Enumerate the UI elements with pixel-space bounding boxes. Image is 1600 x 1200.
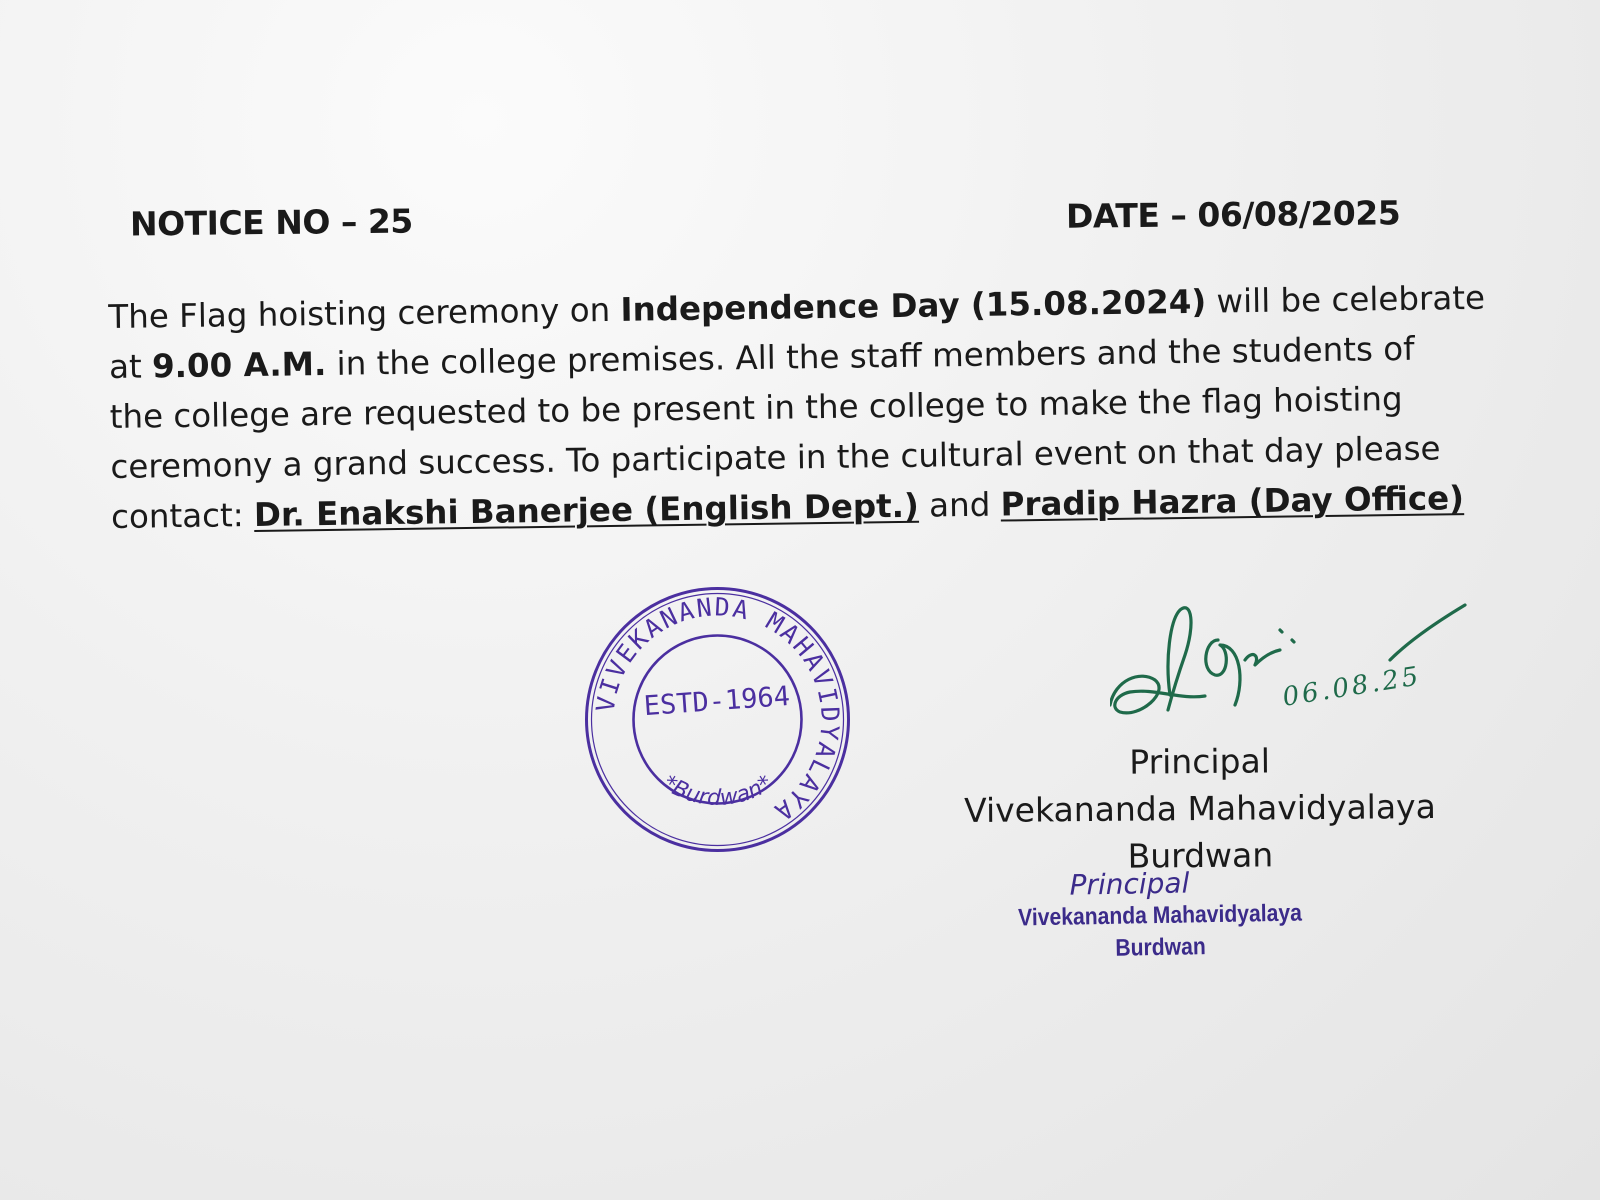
signatory-place: Burdwan xyxy=(1127,835,1274,876)
event-time: 9.00 A.M. xyxy=(151,344,327,386)
principal-rubber-stamp xyxy=(989,865,1331,967)
stamp-place: Burdwan xyxy=(1115,933,1206,962)
body-text-segment: in the college premises. All the staff members and the students of xyxy=(326,329,1415,383)
signature-mark xyxy=(1110,600,1510,750)
signatory-title: Principal xyxy=(1129,741,1271,782)
seal-bottom-text xyxy=(658,771,777,811)
body-text-segment: at xyxy=(108,347,153,386)
body-line-4: ceremony a grand success. To participate in the cultural event on that day please xyxy=(110,429,1441,486)
notice-number: NOTICE NO – 25 xyxy=(129,201,413,244)
stamp-institution: Vivekananda Mahavidyalaya xyxy=(1017,899,1303,932)
signature-date: 06.08.25 xyxy=(1280,661,1424,713)
contact-person-1: Dr. Enakshi Banerjee (English Dept.) xyxy=(253,486,920,534)
stamp-title: Principal xyxy=(1069,866,1190,902)
event-name: Independence Day (15.08.2024) xyxy=(620,282,1207,329)
body-text-segment: contact: xyxy=(110,495,255,536)
body-text-segment: will be celebrate xyxy=(1205,278,1486,321)
contact-person-2: Pradip Hazra (Day Office) xyxy=(1000,479,1465,524)
body-text-segment: The Flag hoisting ceremony on xyxy=(108,290,621,336)
signatory-block xyxy=(904,735,1495,881)
body-text-segment: and xyxy=(918,485,1001,525)
seal-ring-textpath: VIVEKANANDA MAHAVIDYALAYA xyxy=(590,592,845,828)
college-seal xyxy=(580,582,855,857)
notice-body xyxy=(108,274,1486,542)
seal-bottom-textpath: *Burdwan* xyxy=(658,770,777,812)
seal-center-text: ESTD-1964 xyxy=(642,680,791,723)
notice-date: DATE – 06/08/2025 xyxy=(1065,193,1401,236)
body-line-3: the college are requested to be present in the college to make the flag hoisting xyxy=(109,379,1403,436)
signatory-institution: Vivekananda Mahavidyalaya xyxy=(963,786,1437,831)
